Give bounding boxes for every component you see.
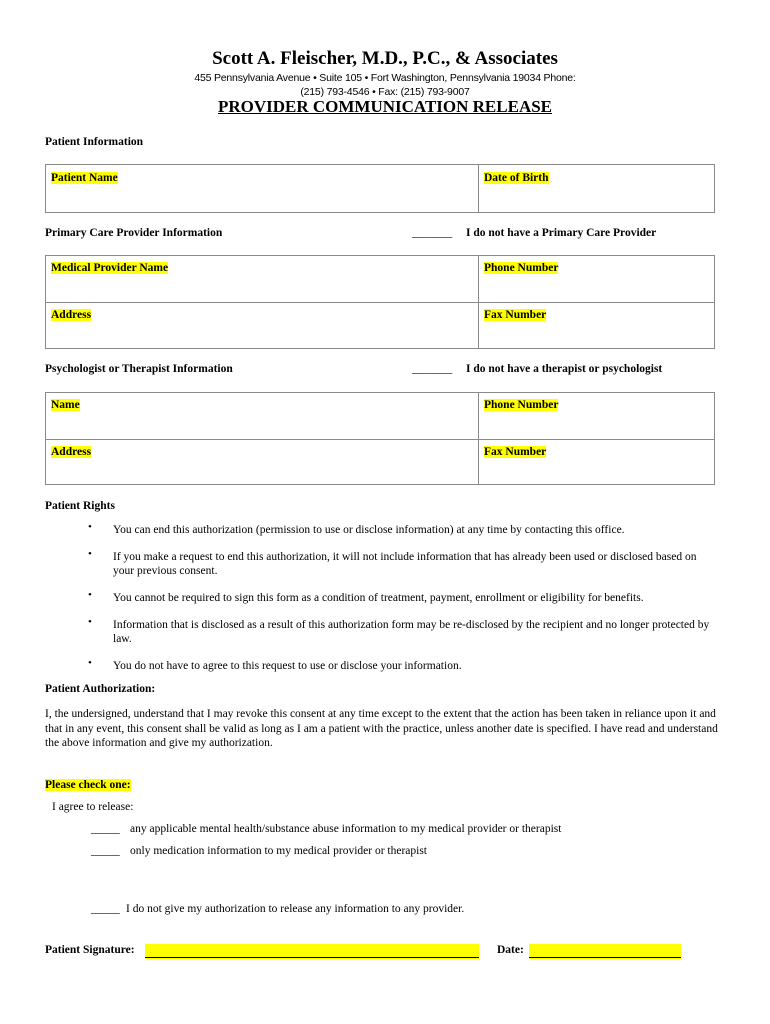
patient-info-table (45, 164, 715, 213)
therapist-fax-label: Fax Number (484, 446, 547, 458)
address-line-2: (215) 793-4546 • Fax: (215) 793-9007 (300, 86, 470, 98)
therapist-phone-field[interactable] (479, 393, 714, 439)
signature-underline (145, 957, 479, 958)
rights-item: If you make a request to end this authorization, it will not include information that has already been used or disclosed based on your previous consent. (113, 551, 697, 577)
therapist-heading: Psychologist or Therapist Information (45, 363, 233, 375)
pcp-phone-field[interactable] (479, 256, 714, 302)
pcp-heading: Primary Care Provider Information (45, 227, 223, 239)
option-2-text: only medication information to my medical provider or therapist (130, 845, 428, 857)
agree-to-release-label: I agree to release: (52, 801, 134, 813)
therapist-fax-field[interactable] (479, 440, 714, 485)
therapist-table (45, 392, 715, 485)
address-line-1: 455 Pennsylvania Avenue • Suite 105 • Fort Washington, Pennsylvania 19034 Phone: (194, 72, 576, 84)
date-row (497, 944, 524, 956)
no-therapist-text: I do not have a therapist or psychologist (466, 363, 663, 375)
bullet-icon: • (88, 521, 92, 533)
rights-item: You cannot be required to sign this form as a condition of treatment, payment, enrollment or eligibility for benefits. (113, 592, 644, 604)
patient-name-field[interactable] (46, 165, 478, 212)
bullet-icon: • (88, 548, 92, 560)
bullet-icon: • (88, 616, 92, 628)
patient-rights-heading: Patient Rights (45, 500, 115, 512)
date-colon: : (520, 944, 524, 956)
no-pcp-text: I do not have a Primary Care Provider (466, 227, 657, 239)
pcp-address-field[interactable] (46, 303, 478, 349)
therapist-address-field[interactable] (46, 440, 478, 485)
signature-row (45, 944, 135, 956)
patient-name-label: Patient Name (51, 172, 118, 184)
bullet-icon: • (88, 657, 92, 669)
date-of-birth-field[interactable] (479, 165, 714, 212)
rights-item: Information that is disclosed as a result of this authorization form may be re-disclosed by the recipient and no longer protected by law. (113, 619, 710, 645)
therapist-phone-label: Phone Number (484, 399, 559, 411)
pcp-phone-label: Phone Number (484, 262, 559, 274)
bullet-icon: • (88, 589, 92, 601)
medical-provider-name-label: Medical Provider Name (51, 262, 169, 274)
pcp-fax-field[interactable] (479, 303, 714, 349)
rights-item: You do not have to agree to this request to use or disclose your information. (113, 660, 462, 672)
pcp-table (45, 255, 715, 349)
date-of-birth-label: Date of Birth (484, 172, 549, 184)
pcp-address-label: Address (51, 309, 92, 321)
rights-item: You can end this authorization (permission to use or disclose information) at any time by contacting this office. (113, 524, 625, 536)
patient-signature-label: Patient Signature (45, 944, 131, 956)
therapist-address-label: Address (51, 446, 92, 458)
option-3-text: I do not give my authorization to release any information to any provider. (126, 903, 465, 915)
medical-provider-name-field[interactable] (46, 256, 478, 302)
authorization-text: I, the undersigned, understand that I may revoke this consent at any time except to the extent that the action has been taken in reliance upon it and that in any event, this consent shall be valid as long as I am a patient with the practice, unless another date is specified. I have read and understand the above information and give my authorization. (45, 708, 718, 749)
therapist-name-label: Name (51, 399, 80, 411)
option-1-text: any applicable mental health/substance abuse information to my medical provider or therapist (130, 823, 562, 835)
signature-colon: : (130, 944, 135, 956)
please-check-one-heading: Please check one: (45, 779, 131, 791)
patient-signature-field[interactable] (145, 944, 479, 959)
option-1-checkbox-line[interactable]: _____ (91, 823, 120, 835)
option-3-checkbox-line[interactable]: _____ (91, 903, 120, 915)
no-pcp-checkbox-line[interactable]: _______ (412, 227, 453, 239)
form-title: PROVIDER COMMUNICATION RELEASE (217, 97, 553, 116)
no-therapist-checkbox-line[interactable]: _______ (412, 363, 453, 375)
option-2-checkbox-line[interactable]: _____ (91, 845, 120, 857)
date-field[interactable] (529, 944, 681, 959)
patient-info-heading: Patient Information (45, 136, 144, 148)
patient-authorization-heading: Patient Authorization: (45, 683, 156, 695)
therapist-name-field[interactable] (46, 393, 478, 439)
date-underline (529, 957, 681, 958)
firm-name: Scott A. Fleischer, M.D., P.C., & Associates (212, 48, 558, 69)
pcp-fax-label: Fax Number (484, 309, 547, 321)
date-label: Date (497, 944, 520, 956)
